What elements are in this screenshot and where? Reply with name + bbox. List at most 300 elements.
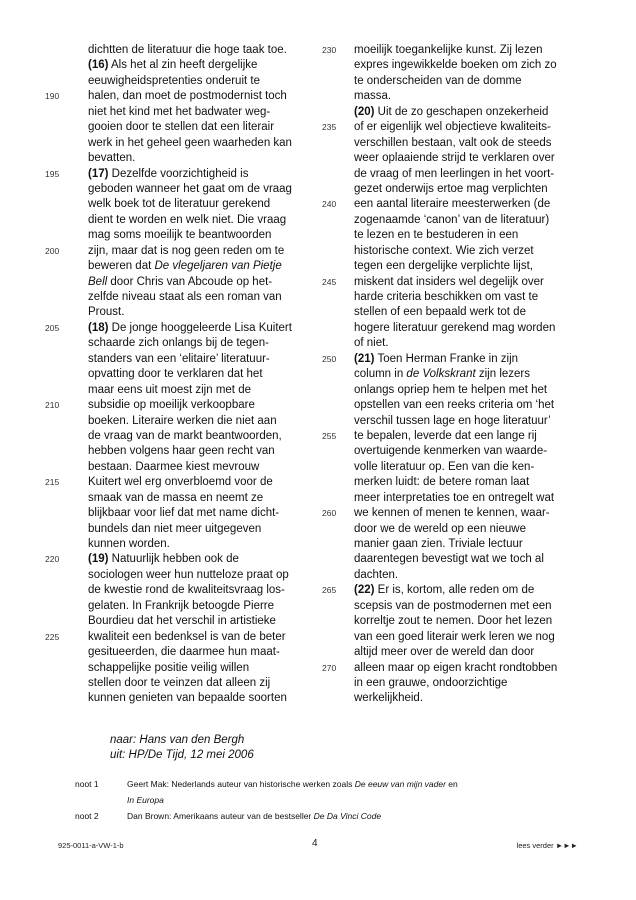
text-line [45,414,315,429]
line-text [354,275,544,290]
text-segment: schaarde zich onlangs bij de tegen- [88,337,269,350]
text-line [45,305,315,320]
text-segment: boeken. Literaire werken die niet aan [88,414,277,427]
line-text [88,475,273,490]
line-text [354,506,550,521]
text-segment: dichtten de literatuur die hoge taak toe. [88,44,287,56]
footnote-text [127,792,164,808]
line-number: 205 [45,322,60,333]
text-line [45,290,315,305]
text-segment: schappelijke positie veilig willen [88,661,250,674]
text-line [322,136,592,151]
text-line [45,352,315,367]
text-segment: niet het kind met het badwater weg- [88,105,271,118]
text-segment: De vlegeljaren van Pietje [154,260,282,273]
text-segment: harde criteria beschikken om vast te [354,291,539,303]
line-text [88,645,280,660]
text-segment: volle literatuur op. Een van die ken- [354,460,535,473]
text-line [322,506,592,521]
line-number: 230 [322,45,337,55]
line-text [88,630,286,645]
line-number: 215 [45,477,60,488]
line-text [354,120,551,135]
footnote-text [127,776,458,792]
line-text [88,74,260,89]
text-line [322,305,592,320]
text-segment: merken luidt: de betere roman laat [354,476,530,489]
text-segment: gesitueerden, die daarmee hun maat- [88,646,280,659]
line-text [88,259,282,274]
line-text [88,444,275,459]
text-segment: dient te worden en welk niet. Die vraag [88,213,287,226]
text-segment: Toen Herman Franke in zijn [374,352,519,365]
line-text [88,244,284,259]
text-line [45,228,315,243]
text-segment: Kuitert wel erg onverbloemd voor de [88,476,273,489]
text-line [322,444,592,459]
text-line [45,537,315,552]
line-number: 220 [45,554,60,565]
line-number: 240 [322,199,337,210]
text-line [45,321,315,336]
line-text [88,691,287,706]
continue-indicator: lees verder ►►► [516,841,578,850]
line-text [88,491,263,506]
text-segment: standers van een ‘elitaire’ literatuur- [88,352,270,365]
text-segment: maar eens uit moest zijn met de [88,383,251,396]
paragraph-number: (22) [354,584,375,597]
text-segment: bevatten. [88,152,136,165]
source-publication: uit: HP/De Tijd, 12 mei 2006 [110,749,254,761]
text-line [45,676,315,691]
text-line [322,599,592,614]
text-segment: werkelijkheid. [354,692,424,705]
line-text [88,197,270,212]
text-line [322,275,592,290]
text-segment: eeuwigheidspretenties onderuit te [88,74,260,87]
line-text [88,336,269,351]
line-text [88,552,239,567]
text-segment: gezet onderwijs ertoe mag verplichten [354,182,548,195]
line-text [354,244,534,259]
text-line [322,167,592,182]
source-author: naar: Hans van den Bergh [110,734,245,746]
text-segment: Bourdieu dat het verschil in artistieke [88,615,276,628]
line-number: 235 [322,122,337,133]
text-line [322,568,592,583]
line-text [88,228,271,243]
line-text [88,105,270,120]
text-segment: Dan Brown: Amerikaans auteur van de bestseller [127,811,314,821]
text-line [322,213,592,228]
text-segment: de vraag of men leerlingen in het voort- [354,167,555,180]
text-line [45,552,315,567]
line-text [354,352,518,367]
text-segment: stellen door te veinzen dat alleen zij [88,676,271,689]
line-text [88,506,279,521]
line-text [354,336,389,351]
text-line [45,151,315,166]
line-number: 270 [322,662,337,673]
text-line [45,522,315,537]
text-line [322,691,592,706]
text-segment: door Chris van Abcoude op het- [107,275,273,288]
exam-code: 925-0011-a-VW-1-b [58,841,124,850]
text-segment: Uit de zo geschapen onzekerheid [374,105,549,118]
footnote-label: noot 2 [75,811,99,821]
line-text [354,89,391,104]
line-text [88,429,282,444]
line-text [88,522,261,537]
text-line [45,568,315,583]
text-segment: zelfde niveau staat als een roman van [88,291,282,303]
text-segment: door we de wereld op een nieuwe [354,522,526,535]
text-segment: werk in het geheel geen waarheden kan [88,136,292,149]
text-line [45,630,315,645]
text-line [322,43,592,58]
text-line [322,120,592,135]
line-text [354,460,534,475]
line-text [88,614,276,629]
text-line [45,120,315,135]
text-line [45,691,315,706]
line-text [354,614,552,629]
line-text [354,661,557,676]
text-line [45,460,315,475]
text-segment: sociologen weer hun nutteloze praat op [88,568,289,581]
line-text [354,444,547,459]
line-text [88,136,292,151]
line-number: 195 [45,168,60,179]
line-text [88,537,170,552]
line-text [354,491,554,506]
line-text [354,58,557,73]
text-segment: miskent dat insiders wel degelijk over [354,275,544,288]
line-text [354,568,398,583]
line-text [354,105,548,120]
text-segment: of niet. [354,337,389,350]
line-text [88,398,255,413]
text-segment: smaak van de massa en neemt ze [88,491,264,504]
text-line [322,321,592,336]
line-text [354,259,533,274]
paragraph-number: (18) [88,321,109,334]
text-line [45,89,315,104]
text-line [45,491,315,506]
line-text [88,568,289,583]
text-line [322,151,592,166]
text-line [45,105,315,120]
text-segment: onlangs opriep hem te helpen met het [354,383,548,396]
text-segment: weer oplaaiende strijd te verklaren over [354,152,555,165]
line-text [88,460,259,475]
line-number: 200 [45,245,60,256]
footnote-text [127,808,381,824]
text-line [45,182,315,197]
text-line [322,414,592,429]
paragraph-number: (17) [88,167,109,180]
line-text [88,367,263,382]
text-line [322,244,592,259]
line-number: 265 [322,585,337,596]
text-line [322,89,592,104]
text-line [45,583,315,598]
paragraph-number: (16) [88,59,109,72]
text-line [45,336,315,351]
text-segment: welk boek tot de literatuur gerekend [88,198,271,211]
text-line [322,383,592,398]
text-segment: bestaan. Daarmee kiest mevrouw [88,460,260,473]
footnote-label: noot 1 [75,779,99,789]
text-segment: Bell [88,275,108,288]
text-segment: geboden wanneer het gaat om de vraag [88,182,292,195]
text-segment: historische context. Wie zich verzet [354,244,534,257]
text-segment: opstellen van een reeks criteria om ‘het [354,399,555,412]
text-segment: Proust. [88,306,125,319]
line-number: 245 [322,276,337,287]
line-text [354,290,538,305]
line-text [88,661,249,676]
paragraph-number: (21) [354,352,375,365]
line-number: 255 [322,430,337,441]
text-segment: column in [354,368,407,381]
line-text [354,398,554,413]
text-line [322,228,592,243]
text-line [45,398,315,413]
text-segment: hebben volgens haar geen recht van [88,445,275,458]
text-segment: Geert Mak: Nederlands auteur van historische werken zoals [127,779,355,789]
source-attribution [110,733,254,763]
text-segment: verschil tussen lage en hoge literatuur’ [354,414,551,427]
text-line [322,429,592,444]
text-segment: of er eigenlijk wel objectieve kwaliteits- [354,121,551,134]
line-number: 210 [45,400,60,411]
text-segment: blijkbaar voor lief dat met name dicht- [88,507,280,520]
text-line [45,506,315,521]
line-text [88,383,251,398]
line-number: 190 [45,91,60,102]
text-segment: hogere literatuur gerekend mag worden [354,321,556,334]
text-line [322,645,592,660]
text-segment: de kwestie rond de kwaliteitsvraag los- [88,584,285,597]
line-text [354,475,529,490]
text-line [322,74,592,89]
line-text [354,583,534,598]
text-segment: gelaten. In Frankrijk betoogde Pierre [88,599,275,612]
text-segment: opvatting door te verklaren dat het [88,368,263,381]
text-line [45,275,315,290]
line-text [88,120,274,135]
text-line [45,661,315,676]
text-segment: expres ingewikkelde boeken om zich zo [354,59,557,72]
line-text [88,58,257,73]
text-segment: we kennen of menen te kennen, waar- [354,507,550,520]
text-segment: kunnen worden. [88,538,170,550]
text-segment: De jonge hooggeleerde Lisa Kuitert [108,321,292,334]
line-number: 225 [45,631,60,642]
line-text [354,537,523,552]
text-segment: subsidie op moeilijk verkoopbare [88,399,255,412]
text-line [322,197,592,212]
text-line [322,522,592,537]
line-text [88,151,135,166]
text-segment: Natuurlijk hebben ook de [108,553,239,566]
text-segment: Dezelfde voorzichtigheid is [108,167,249,180]
line-text [354,321,555,336]
line-text [88,213,286,228]
line-text [88,352,270,367]
text-segment: te onderscheiden van de domme [354,74,522,87]
article-right-column [322,43,592,707]
text-segment: De Da Vinci Code [313,811,382,821]
text-segment: In Europa [127,795,164,805]
text-line [322,352,592,367]
text-line [45,599,315,614]
line-number: 260 [322,508,337,519]
text-line [45,383,315,398]
line-text [354,305,526,320]
text-line [45,614,315,629]
line-text [88,321,292,336]
text-segment: De eeuw van mijn vader [354,779,446,789]
text-segment: halen, dan moet de postmodernist toch [88,90,287,103]
line-text [354,367,530,382]
text-segment: zijn, maar dat is nog geen reden om te [88,244,285,257]
line-text [354,213,549,228]
text-segment: kunnen genieten van bepaalde soorten [88,692,287,705]
text-segment: tegen een dergelijke verplichte lijst, [354,260,533,273]
text-segment: daarentegen bevestigt wat we toch al [354,553,544,566]
text-segment: altijd meer over de wereld dan door [354,646,535,659]
paragraph-number: (20) [354,105,375,118]
text-segment: de vraag van de markt beantwoorden, [88,429,282,442]
text-line [322,105,592,120]
text-line [45,74,315,89]
text-segment: Als het al zin heeft dergelijke [108,59,258,72]
line-text [88,43,287,58]
line-text [354,228,518,243]
line-text [354,676,507,691]
text-line [45,367,315,382]
text-segment: scepsis van de postmodernen met een [354,599,552,612]
text-line [322,475,592,490]
text-segment: bundels dan niet meer uitgegeven [88,522,262,535]
article-left-column [45,43,315,707]
text-line [45,645,315,660]
line-text [88,182,292,197]
text-segment: in een grauwe, ondoorzichtige [354,676,508,689]
text-line [45,136,315,151]
text-line [45,58,315,73]
text-segment: van een goed literair werk leren we nog [354,630,555,643]
line-text [354,429,537,444]
text-segment: mag soms moeilijk te beantwoorden [88,229,272,242]
text-segment: gooien door te stellen dat een literair [88,121,275,134]
text-line [322,552,592,567]
line-text [88,414,277,429]
text-line [45,43,315,58]
line-text [88,290,282,305]
text-line [45,429,315,444]
line-text [354,74,522,89]
paragraph-number: (19) [88,553,109,566]
text-line [322,537,592,552]
text-segment: te lezen en te bestuderen in een [354,229,519,242]
text-segment: manier gaan zien. Triviale lectuur [354,538,523,550]
line-text [88,275,272,290]
line-text [354,197,550,212]
line-text [88,89,287,104]
text-line [45,475,315,490]
text-segment: kwaliteit een bedenksel is van de beter [88,630,286,643]
text-line [322,367,592,382]
page-number: 4 [312,838,318,849]
text-line [322,491,592,506]
text-line [322,398,592,413]
line-text [354,151,555,166]
text-line [322,614,592,629]
line-text [354,136,552,151]
text-segment: massa. [354,90,392,103]
text-segment: stellen of een bepaald werk tot de [354,306,526,319]
text-line [322,583,592,598]
text-line [322,58,592,73]
text-line [45,197,315,212]
text-line [45,444,315,459]
text-segment: korreltje zout te nemen. Door het lezen [354,615,553,628]
line-text [354,383,547,398]
line-text [354,552,544,567]
line-text [354,167,554,182]
line-text [88,676,270,691]
text-segment: zogenaamde ‘canon’ van de literatuur) [354,213,550,226]
text-line [322,676,592,691]
text-segment: meer interpretaties toe en ontregelt wat [354,491,555,504]
text-line [322,259,592,274]
text-line [322,182,592,197]
text-line [322,336,592,351]
text-segment: de Volkskrant [406,368,476,381]
line-text [88,305,124,320]
line-text [354,691,423,706]
text-segment: Er is, kortom, alle reden om de [374,584,535,597]
text-segment: en [445,779,458,789]
text-segment: zijn lezers [475,368,530,381]
text-line [45,259,315,274]
line-text [354,522,526,537]
text-segment: verschillen bestaan, valt ook de steeds [354,136,552,149]
text-segment: overtuigende kenmerken van waarde- [354,445,548,458]
line-text [354,182,548,197]
line-text [354,630,555,645]
text-segment: moeilijk toegankelijke kunst. Zij lezen [354,44,543,56]
text-line [322,630,592,645]
line-text [354,599,552,614]
line-text [88,583,285,598]
text-line [322,460,592,475]
text-segment: beweren dat [88,260,155,273]
line-number: 250 [322,353,337,364]
line-text [354,43,543,58]
line-text [354,414,551,429]
text-segment: te bepalen, leverde dat een lange rij [354,429,537,442]
text-line [45,167,315,182]
text-segment: dachten. [354,568,399,581]
line-text [354,645,534,660]
text-line [45,244,315,259]
line-text [88,167,248,182]
line-text [88,599,274,614]
